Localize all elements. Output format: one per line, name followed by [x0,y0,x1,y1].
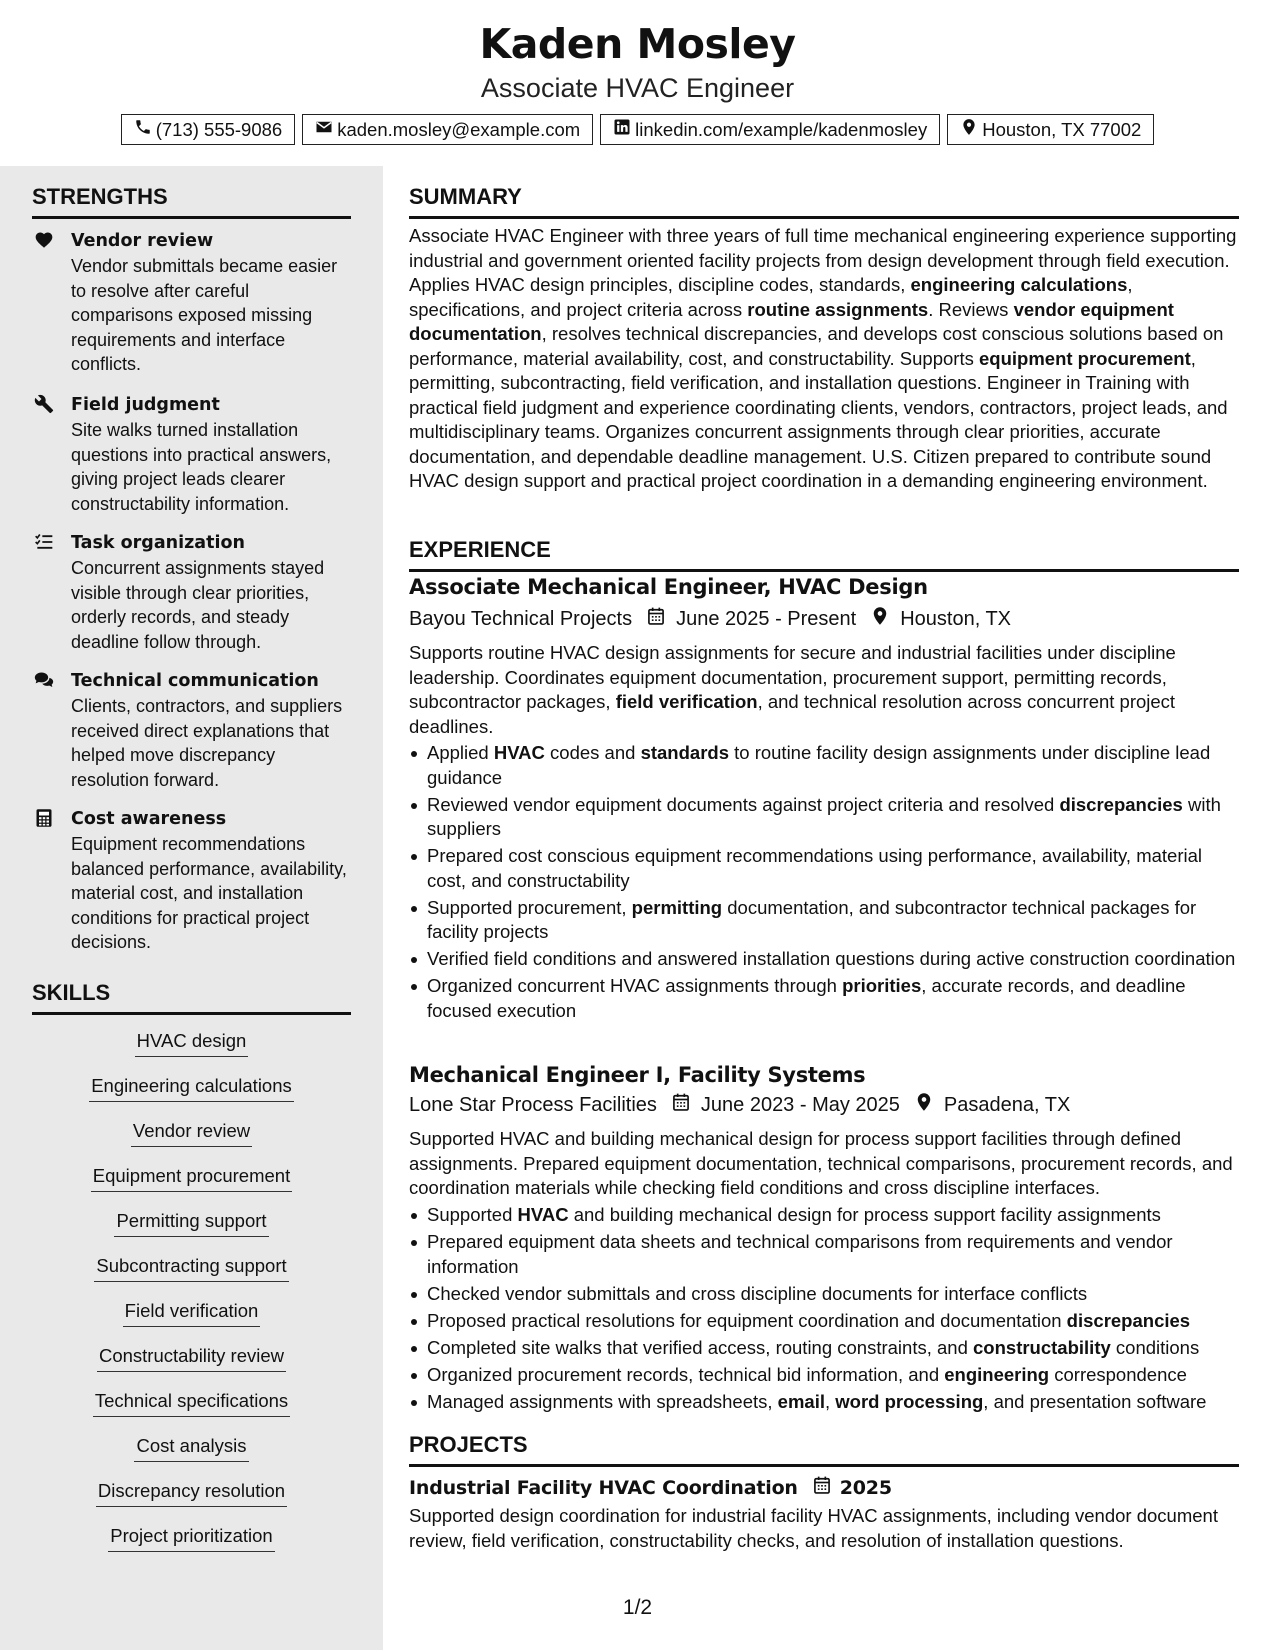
skill-label: Cost analysis [134,1433,248,1462]
strength-item [32,228,352,377]
skill-label: Permitting support [114,1208,268,1237]
bullet-item: Managed assignments with spreadsheets, email, word processing, and presentation software [409,1390,1239,1415]
strength-item [32,392,352,516]
strength-description: Vendor submittals became easier to resolve after careful comparisons exposed missing requirements and interface conflicts. [71,256,338,374]
emphasis: field verification [615,691,758,712]
job-dates: June 2023 - May 2025 [700,1093,900,1116]
contact-phone-text: (713) 555-9086 [155,118,283,140]
emphasis: HVAC [493,742,545,763]
emphasis: routine assignments [747,298,929,320]
project-year: 2025 [839,1476,892,1499]
sidebar [0,166,383,1650]
contact-linkedin-text: linkedin.com/example/kadenmosley [635,118,928,140]
skill-item [32,1253,351,1298]
contact-location[interactable] [947,114,1154,145]
strength-description: Concurrent assignments stayed visible through clear priorities, orderly records, and steady deadline follow through. [71,558,325,652]
emphasis: discrepancies [1059,793,1183,815]
emphasis: engineering calculations [910,274,1128,295]
calendar-icon [798,1475,840,1500]
job-dates: June 2025 - Present [676,607,857,630]
bullet-item: Supported procurement, permitting documentation, and subcontractor technical packages for facility projects [409,896,1239,945]
skills-heading: SKILLS [32,980,351,1015]
emphasis: equipment procurement [979,347,1191,369]
job-title: Mechanical Engineer I, Facility Systems [409,1063,866,1087]
calendar-icon [632,606,676,632]
skill-label: Subcontracting support [94,1253,288,1282]
skill-item [32,1118,351,1163]
contact-email[interactable] [302,114,593,145]
experience-heading: EXPERIENCE [409,537,1239,572]
strength-item [32,530,352,654]
skill-label: Discrepancy resolution [96,1478,287,1507]
skill-item [32,1388,351,1433]
phone-icon [134,118,152,141]
envelope-icon [315,118,333,141]
strength-description: Clients, contractors, and suppliers received direct explanations that helped move discrepancy resolution forward. [71,696,343,790]
job-company: Bayou Technical Projects [409,607,633,630]
bullet-item: Prepared equipment data sheets and technical comparisons from requirements and vendor information [409,1230,1239,1279]
strength-title: Task organization [71,533,245,553]
skill-item [32,1073,351,1118]
contact-phone[interactable] [121,114,296,145]
emphasis: permitting [631,896,723,918]
skill-label: Vendor review [131,1118,252,1147]
emphasis: HVAC [517,1204,569,1225]
linkedin-icon [613,118,631,141]
bullet-item: Checked vendor submittals and cross discipline documents for interface conflicts [409,1282,1239,1307]
strength-item [32,668,352,792]
bullet-item: Supported HVAC and building mechanical design for process support facility assignments [409,1203,1239,1228]
contact-linkedin[interactable] [600,114,940,145]
emphasis: discrepancies [1066,1309,1191,1331]
page-number: 1/2 [622,1596,653,1619]
bullet-item: Organized procurement records, technical bid information, and engineering correspondence [409,1363,1239,1388]
bullet-item: Prepared cost conscious equipment recommendations using performance, availability, material cost, and constructability [409,844,1239,893]
strength-item [32,806,352,955]
bullet-item: Proposed practical resolutions for equipment coordination and documentation discrepancies [409,1309,1239,1334]
emphasis: word processing [835,1390,984,1412]
skill-label: Engineering calculations [89,1073,294,1102]
job-description: Supported HVAC and building mechanical design for process support facilities through defined assignments. Prepared equipment documentation, technical comparisons, procurement records, and coordination materials while checking field conditions and cross discipline interfaces. [409,1128,1233,1198]
heart-icon [34,230,54,250]
emphasis: vendor equipment documentation [409,298,1174,344]
skill-label: Project prioritization [108,1523,274,1552]
skill-label: Equipment procurement [91,1163,292,1192]
map-pin-icon [900,1092,944,1118]
calculator-icon [34,808,54,828]
skills-list [32,1028,351,1568]
job-description: Supports routine HVAC design assignments for secure and industrial facilities under discipline leadership. Coordinates equipment documentation, procurement support, permitting records, subcontractor packages, field verification, and technical resolution across concurrent project deadlines. [409,642,1176,737]
contact-location-text: Houston, TX 77002 [982,118,1142,140]
skill-item [32,1343,351,1388]
bullet-item: Reviewed vendor equipment documents against project criteria and resolved discrepancies with suppliers [409,793,1239,842]
emphasis: engineering [944,1363,1050,1385]
bullet-item: Applied HVAC codes and standards to routine facility design assignments under discipline lead guidance [409,741,1239,790]
calendar-icon [657,1092,701,1118]
strength-title: Technical communication [71,671,319,691]
project-description: Supported design coordination for industrial facility HVAC assignments, including vendor document review, field verification, constructability checks, and resolution of installation questions. [409,1505,1218,1551]
strength-description: Equipment recommendations balanced performance, availability, material cost, and installation conditions for practical project decisions. [71,834,347,952]
strength-title: Field judgment [71,395,220,415]
skill-label: Field verification [123,1298,261,1327]
job-meta [409,1092,1070,1118]
map-pin-icon [856,606,900,632]
skill-item [32,1478,351,1523]
resume-header [0,0,1275,166]
candidate-title: Associate HVAC Engineer [480,73,795,103]
job-title: Associate Mechanical Engineer, HVAC Design [409,575,928,599]
skill-item [32,1163,351,1208]
task-list-icon [34,532,54,552]
job-location: Houston, TX [900,607,1012,630]
strength-title: Vendor review [71,231,214,251]
skill-item [32,1298,351,1343]
strength-description: Site walks turned installation questions into practical answers, giving project leads clearer constructability information. [71,420,332,514]
emphasis: email [777,1390,825,1412]
map-pin-icon [960,118,978,141]
skill-item [32,1523,351,1568]
job-meta [409,606,1011,632]
bullet-item: Verified field conditions and answered installation questions during active construction coordination [409,947,1239,972]
skill-label: HVAC design [135,1028,249,1057]
emphasis: standards [640,742,729,763]
contact-bar [0,114,1275,145]
summary-heading: SUMMARY [409,184,1239,219]
job-bullets [409,1203,1239,1417]
wrench-icon [34,394,54,414]
emphasis: priorities [842,975,922,996]
bullet-item: Organized concurrent HVAC assignments through priorities, accurate records, and deadline focused execution [409,974,1239,1023]
skill-label: Technical specifications [93,1388,290,1417]
strengths-heading: STRENGTHS [32,184,351,219]
summary-text: Associate HVAC Engineer with three years of full time mechanical engineering experience supporting industrial and government oriented facility projects from design development through field execution. Applies HVAC design principles, discipline codes, standards, engineering calculations, specifications, and project criteria across routine assignments. Reviews vendor equipment documentation, resolves technical discrepancies, and develops cost conscious solutions based on performance, material availability, cost, and constructability. Supports equipment procurement, permitting, subcontracting, field verification, and installation questions. Engineer in Training with practical field judgment and experience coordinating clients, vendors, contractors, project leads, and multidisciplinary teams. Organizes concurrent assignments through clear priorities, accurate documentation, and dependable deadline management. U.S. Citizen prepared to contribute sound HVAC design support and practical project coordination in a demanding engineering environment. [409,225,1237,491]
skill-item [32,1208,351,1253]
skill-label: Constructability review [97,1343,286,1372]
skill-item [32,1028,351,1073]
bullet-item: Completed site walks that verified access, routing constraints, and constructability conditions [409,1336,1239,1361]
job-bullets [409,741,1239,1026]
candidate-name: Kaden Mosley [479,20,796,68]
job-company: Lone Star Process Facilities [409,1093,657,1116]
strength-title: Cost awareness [71,809,227,829]
project-title: Industrial Facility HVAC Coordination [409,1476,798,1499]
skill-item [32,1433,351,1478]
emphasis: constructability [973,1336,1111,1358]
chat-bubbles-icon [34,670,54,690]
projects-heading: PROJECTS [409,1432,1239,1467]
job-location: Pasadena, TX [943,1093,1071,1116]
project-title-row [409,1475,892,1500]
contact-email-text: kaden.mosley@example.com [337,118,581,140]
